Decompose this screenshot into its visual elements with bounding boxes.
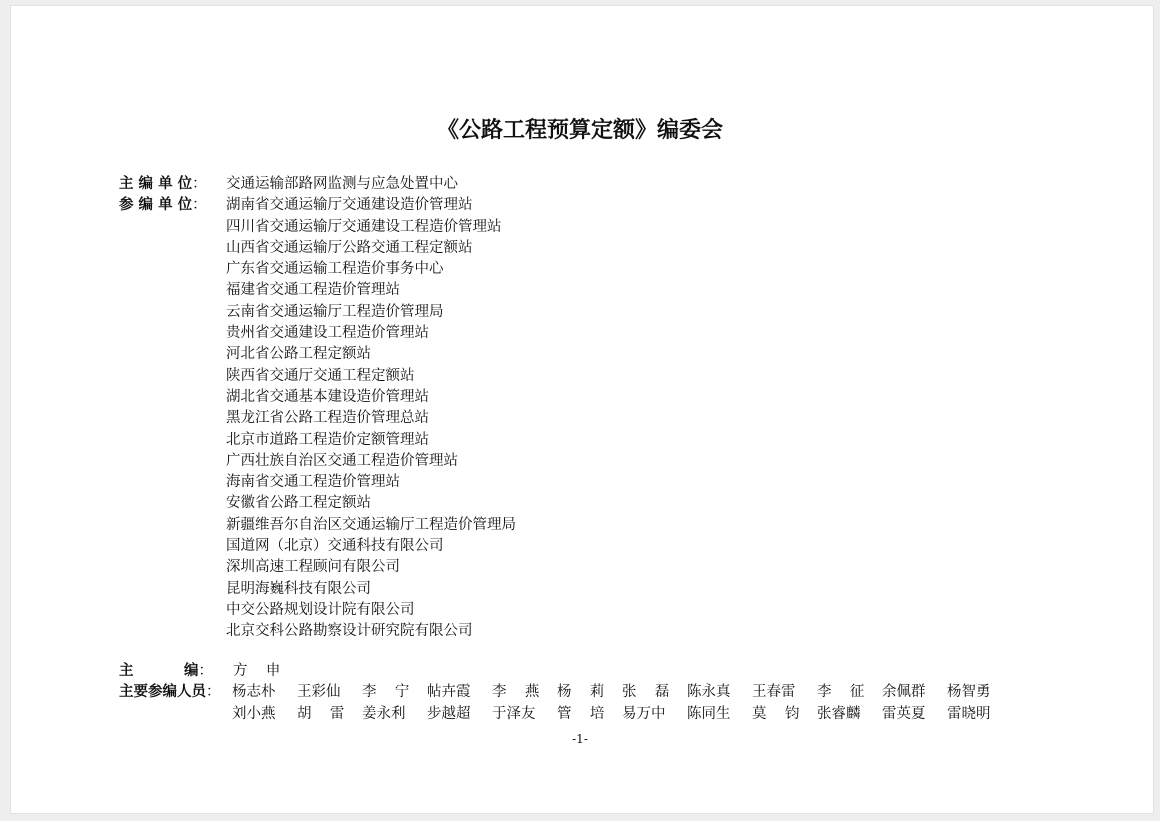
main-editors-grid	[232, 682, 1012, 726]
editor-name: 王彩仙	[297, 684, 341, 700]
participating-unit: 北京市道路工程造价定额管理站	[226, 431, 429, 448]
participating-unit: 山西省交通运输厅公路交通工程定额站	[226, 239, 473, 256]
participating-unit-row	[119, 195, 207, 216]
participating-unit: 广东省交通运输工程造价事务中心	[226, 261, 444, 278]
main-editors-label: 主要参编人员	[119, 684, 206, 700]
participating-unit: 云南省交通运输厅工程造价管理局	[226, 303, 444, 320]
participating-unit-label: 参 编 单 位	[119, 197, 193, 213]
participating-unit: 深圳高速工程顾问有限公司	[226, 559, 400, 576]
chief-unit-row	[119, 174, 207, 195]
participating-unit: 昆明海巍科技有限公司	[226, 580, 371, 597]
participating-unit: 国道网（北京）交通科技有限公司	[226, 538, 444, 555]
unit-list	[226, 174, 516, 643]
main-editors-row	[119, 682, 221, 703]
editor-name: 李 燕	[492, 684, 540, 700]
editor-name: 于泽友	[492, 706, 536, 722]
chief-editor-row	[119, 661, 213, 682]
main-editors-row-2	[232, 704, 1012, 726]
participating-unit: 安徽省公路工程定额站	[226, 495, 371, 512]
participating-unit: 贵州省交通建设工程造价管理站	[226, 325, 429, 342]
participating-unit: 湖南省交通运输厅交通建设造价管理站	[226, 197, 473, 214]
participating-unit: 新疆维吾尔自治区交通运输厅工程造价管理局	[226, 516, 516, 533]
editor-name: 胡 雷	[297, 706, 345, 722]
editor-name: 张 磊	[622, 684, 670, 700]
participating-unit: 中交公路规划设计院有限公司	[226, 601, 415, 618]
editor-name: 莫 钧	[752, 706, 800, 722]
editor-name: 雷英夏	[882, 706, 926, 722]
participating-unit: 湖北省交通基本建设造价管理站	[226, 388, 429, 405]
editor-name: 杨 莉	[557, 684, 605, 700]
colon: ：	[192, 197, 207, 213]
editor-name: 雷晓明	[947, 706, 991, 722]
main-editors-row-1	[232, 682, 1012, 704]
chief-editor-value: 方 申	[233, 663, 281, 679]
participating-unit: 海南省交通工程造价管理站	[226, 474, 400, 491]
editor-name: 姜永利	[362, 706, 406, 722]
participating-unit: 陕西省交通厅交通工程定额站	[226, 367, 415, 384]
chief-unit-label: 主 编 单 位	[119, 176, 193, 192]
editor-name: 刘小燕	[232, 706, 276, 722]
colon: ：	[198, 663, 213, 679]
document-title: 《公路工程预算定额》编委会	[436, 118, 723, 143]
editor-name: 杨智勇	[947, 684, 991, 700]
editor-name: 步越超	[427, 706, 471, 722]
editor-name: 杨志朴	[232, 684, 276, 700]
editor-name: 陈同生	[687, 706, 731, 722]
colon: ：	[192, 176, 207, 192]
editor-name: 余佩群	[882, 684, 926, 700]
editor-name: 李 宁	[362, 684, 410, 700]
participating-unit: 福建省交通工程造价管理站	[226, 282, 400, 299]
participating-unit: 北京交科公路勘察设计研究院有限公司	[226, 623, 473, 640]
chief-unit-value: 交通运输部路网监测与应急处置中心	[226, 176, 458, 192]
chief-editor-label: 主 编	[119, 663, 199, 679]
editor-name: 王春雷	[752, 684, 796, 700]
participating-unit: 四川省交通运输厅交通建设工程造价管理站	[226, 218, 502, 235]
participating-unit: 黑龙江省公路工程造价管理总站	[226, 410, 429, 427]
editor-name: 陈永真	[687, 684, 731, 700]
editor-name: 李 征	[817, 684, 865, 700]
page-number: -1-	[572, 732, 588, 746]
editor-name: 帖卉霞	[427, 684, 471, 700]
editor-name: 张睿麟	[817, 706, 861, 722]
colon: ：	[206, 684, 221, 700]
editor-name: 易万中	[622, 706, 666, 722]
participating-unit: 河北省公路工程定额站	[226, 346, 371, 363]
participating-unit: 广西壮族自治区交通工程造价管理站	[226, 452, 458, 469]
editor-name: 管 培	[557, 706, 605, 722]
